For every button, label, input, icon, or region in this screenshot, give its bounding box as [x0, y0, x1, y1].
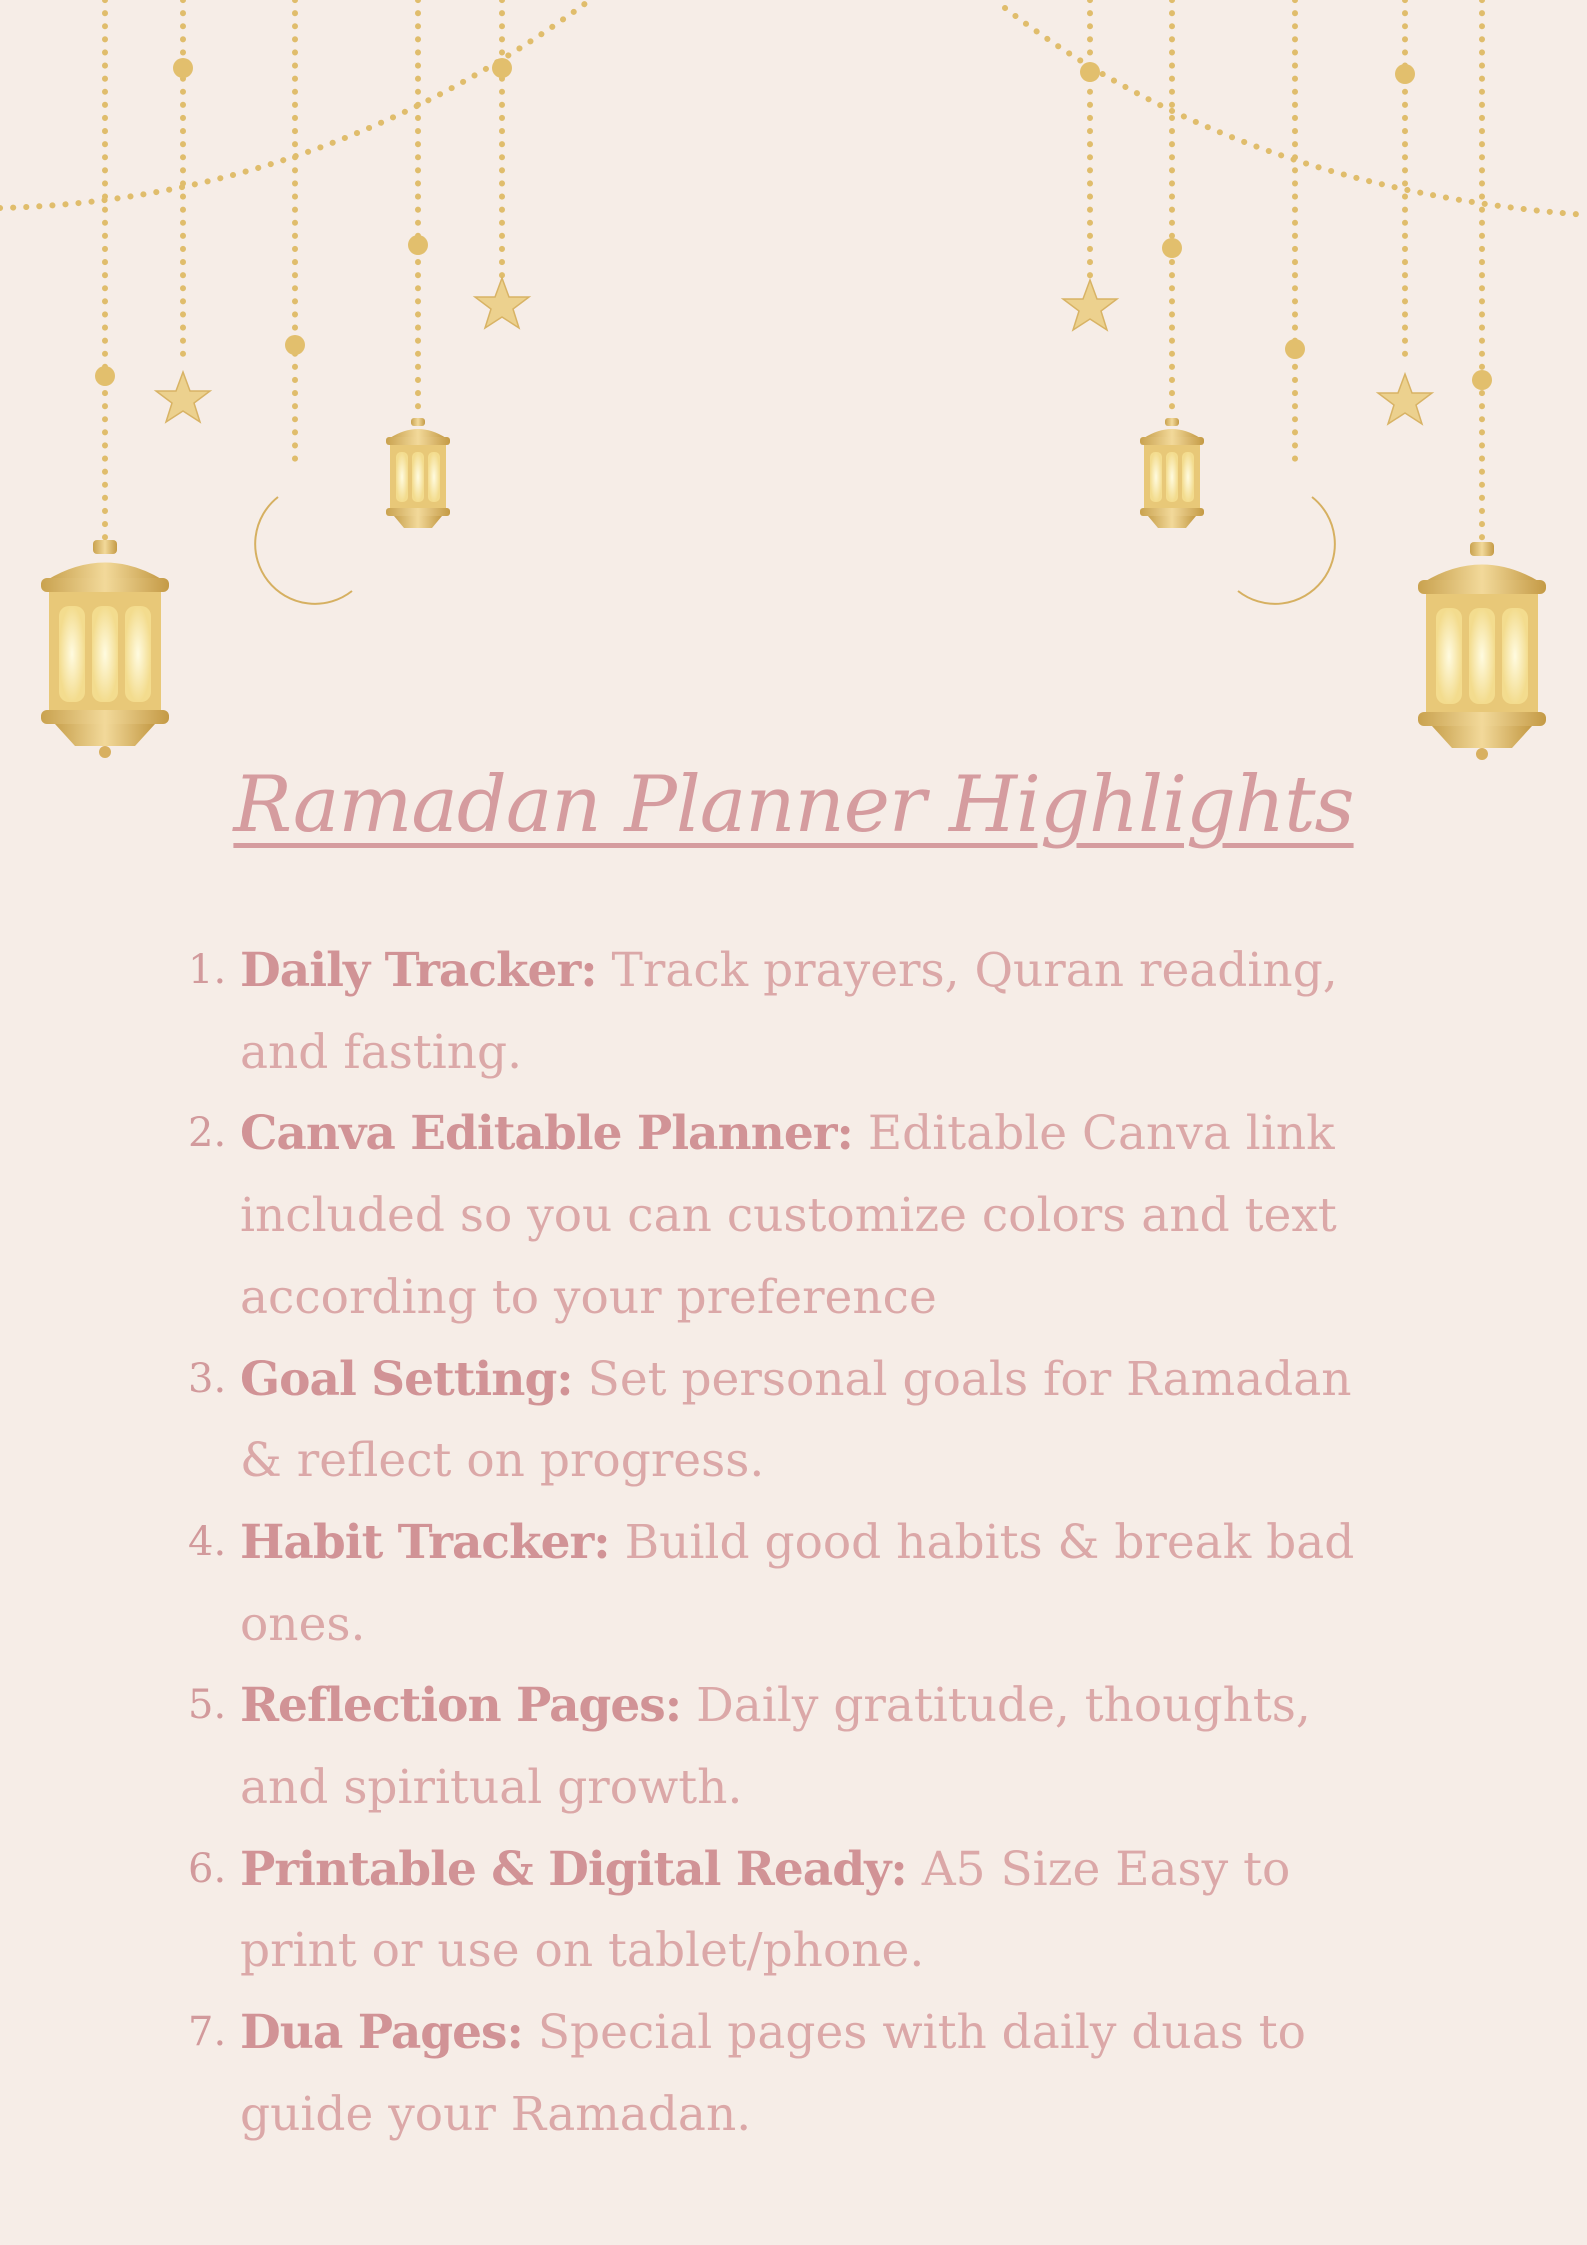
item-text: Build good habits & break bad ones.: [240, 1514, 1355, 1652]
item-text: A5 Size Easy to print or use on tablet/phone.: [240, 1841, 1291, 1979]
item-text: Set personal goals for Ramadan & reflect on progress.: [240, 1351, 1352, 1489]
item-heading: Canva Editable Planner:: [240, 1106, 853, 1162]
list-item: [188, 1665, 1368, 1828]
item-number: 4.: [188, 1518, 227, 1565]
item-text: Track prayers, Quran reading, and fasting.: [240, 943, 1338, 1080]
highlights-list: [188, 930, 1368, 2156]
item-number: 1.: [188, 947, 227, 993]
decorative-header: [0, 0, 1587, 800]
list-item: [188, 1093, 1368, 1338]
list-item: [188, 1339, 1368, 1502]
item-number: 5.: [188, 1682, 227, 1729]
item-text: Special pages with daily duas to guide your Ramadan.: [240, 2005, 1306, 2142]
page-title: Ramadan Planner Highlights: [233, 760, 1354, 850]
item-number: 2.: [188, 1110, 227, 1157]
item-text: Daily gratitude, thoughts, and spiritual growth.: [240, 1678, 1311, 1816]
item-heading: Habit Tracker:: [240, 1514, 610, 1570]
item-heading: Printable & Digital Ready:: [240, 1841, 907, 1897]
item-heading: Goal Setting:: [240, 1351, 573, 1407]
item-text: Editable Canva link included so you can customize colors and text according to your preference: [240, 1106, 1337, 1325]
item-number: 7.: [188, 2009, 227, 2056]
list-item: [188, 1502, 1368, 1665]
list-item: [188, 1992, 1368, 2155]
list-item: [188, 1829, 1368, 1992]
item-heading: Dua Pages:: [240, 2005, 523, 2061]
item-number: 3.: [188, 1355, 227, 1402]
item-heading: Daily Tracker:: [240, 943, 597, 998]
list-item: [188, 930, 1368, 1093]
item-number: 6.: [188, 1845, 227, 1892]
item-heading: Reflection Pages:: [240, 1678, 682, 1734]
